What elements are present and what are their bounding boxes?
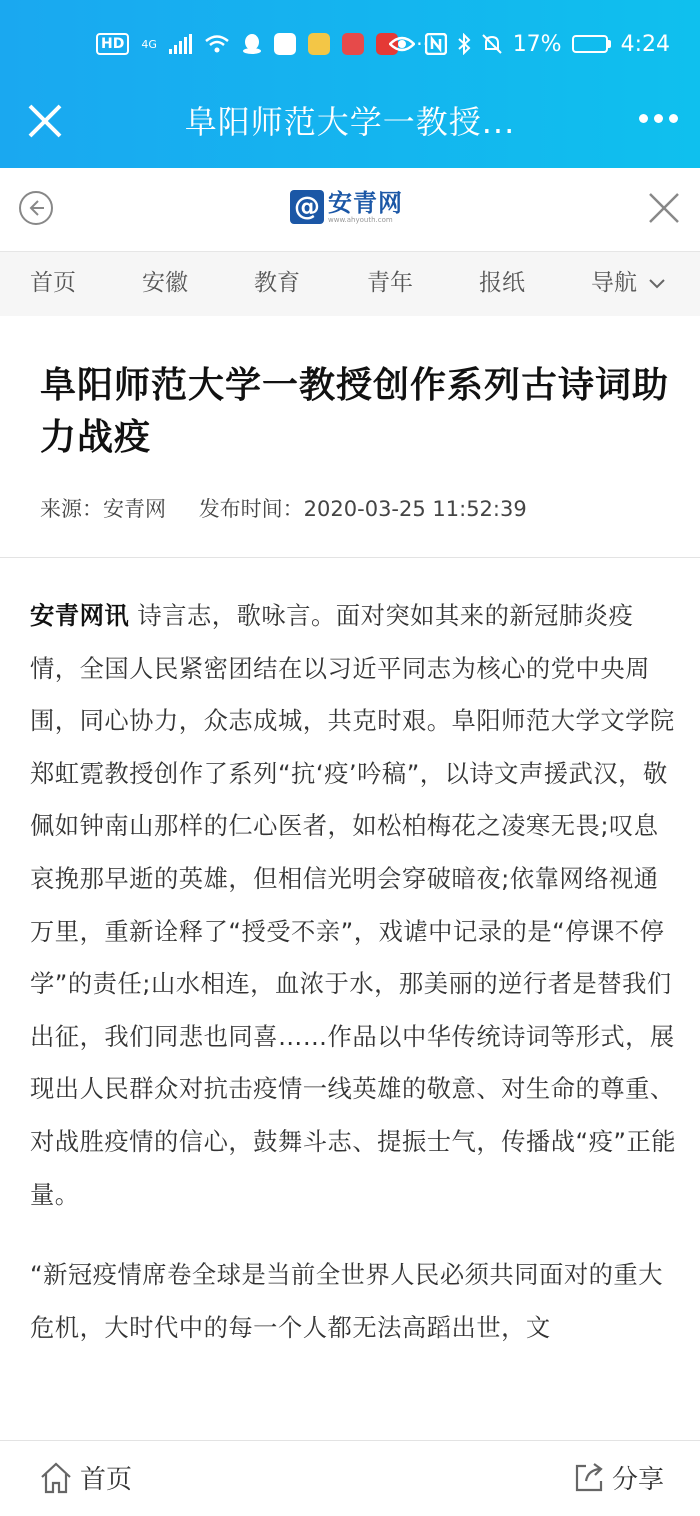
home-button[interactable]	[38, 1459, 132, 1496]
mute-icon	[481, 33, 503, 55]
article-paragraph: “新冠疫情席卷全球是当前全世界人民必须共同面对的重大危机，大时代中的每一个人都无法高蹈出世，文	[30, 1260, 664, 1342]
app-title-bar	[0, 86, 700, 168]
divider	[0, 557, 700, 558]
status-bar	[0, 0, 700, 86]
status-right	[389, 30, 670, 58]
hd-badge: HD	[96, 33, 129, 55]
nav-item-youth[interactable]: 青年	[367, 270, 413, 296]
logo-at-icon: @	[290, 190, 324, 224]
back-circle-icon[interactable]	[18, 190, 54, 226]
battery-percent: 17%	[512, 31, 562, 57]
article-lead: 安青网讯	[30, 601, 130, 630]
chevron-down-icon	[648, 278, 666, 290]
clock: 4:24	[620, 31, 670, 57]
nav-item-label: 导航	[591, 270, 637, 296]
battery-icon	[572, 35, 611, 53]
article-meta	[40, 494, 527, 524]
qq-icon	[242, 33, 262, 55]
bluetooth-icon	[457, 33, 471, 55]
nav-item-education[interactable]: 教育	[254, 270, 300, 296]
close-icon[interactable]	[646, 190, 682, 226]
home-label: 首页	[80, 1465, 133, 1495]
app-icon	[274, 33, 296, 55]
share-button[interactable]	[572, 1459, 664, 1496]
article-paragraph	[30, 590, 678, 1221]
nav-item-navigation[interactable]	[591, 268, 666, 298]
nfc-icon	[425, 33, 447, 55]
app-icon	[308, 33, 330, 55]
top-header	[0, 0, 700, 168]
signal-icon	[169, 34, 192, 54]
nav-item-newspaper[interactable]: 报纸	[479, 270, 525, 296]
paragraph-text: 诗言志，歌咏言。面对突如其来的新冠肺炎疫情，全国人民紧密团结在以习近平同志为核心的党中央周围，同心协力，众志成城，共克时艰。阜阳师范大学文学院郑虹霓教授创作了系列“抗‘疫’吟稿”，以诗文声援武汉，敬佩如钟南山那样的仁心医者，如松柏梅花之凌寒无畏;叹息哀挽那早逝的英雄，但相信光明会穿破暗夜;依靠网络视通万里，重新诠释了“授受不亲”，戏谑中记录的是“停课不停学”的责任;山水相连，血浓于水，那美丽的逆行者是替我们出征，我们同悲也同喜……作品以中华传统诗词等形式，展现出人民群众对抗击疫情一线英雄的敬意、对生命的尊重、对战胜疫情的信心，鼓舞斗志、提振士气，传播战“疫”正能量。	[30, 601, 677, 1209]
site-nav	[0, 252, 700, 316]
share-label: 分享	[611, 1465, 664, 1495]
status-left	[96, 30, 429, 58]
article-title: 阜阳师范大学一教授创作系列古诗词助力战疫	[40, 365, 670, 458]
article-body	[30, 590, 678, 1354]
logo-text: 安青网	[328, 188, 403, 217]
network-type: 4G	[141, 37, 157, 51]
bottom-bar	[0, 1440, 700, 1516]
app-title: 阜阳师范大学一教授...	[184, 103, 516, 141]
app-icon	[342, 33, 364, 55]
site-logo[interactable]	[290, 190, 403, 224]
eye-icon	[389, 34, 415, 54]
article-published: 发布时间：2020-03-25 11:52:39	[198, 497, 527, 521]
more-dots-icon[interactable]	[639, 114, 678, 123]
share-icon	[572, 1461, 606, 1495]
home-icon	[38, 1460, 74, 1496]
nav-item-anhui[interactable]: 安徽	[142, 270, 188, 296]
overflow-dots: ···	[409, 32, 429, 56]
wifi-icon	[204, 34, 230, 54]
nav-item-home[interactable]: 首页	[30, 270, 76, 296]
logo-url: www.ahyouth.com	[328, 216, 393, 224]
article-source: 来源：安青网	[40, 497, 166, 521]
